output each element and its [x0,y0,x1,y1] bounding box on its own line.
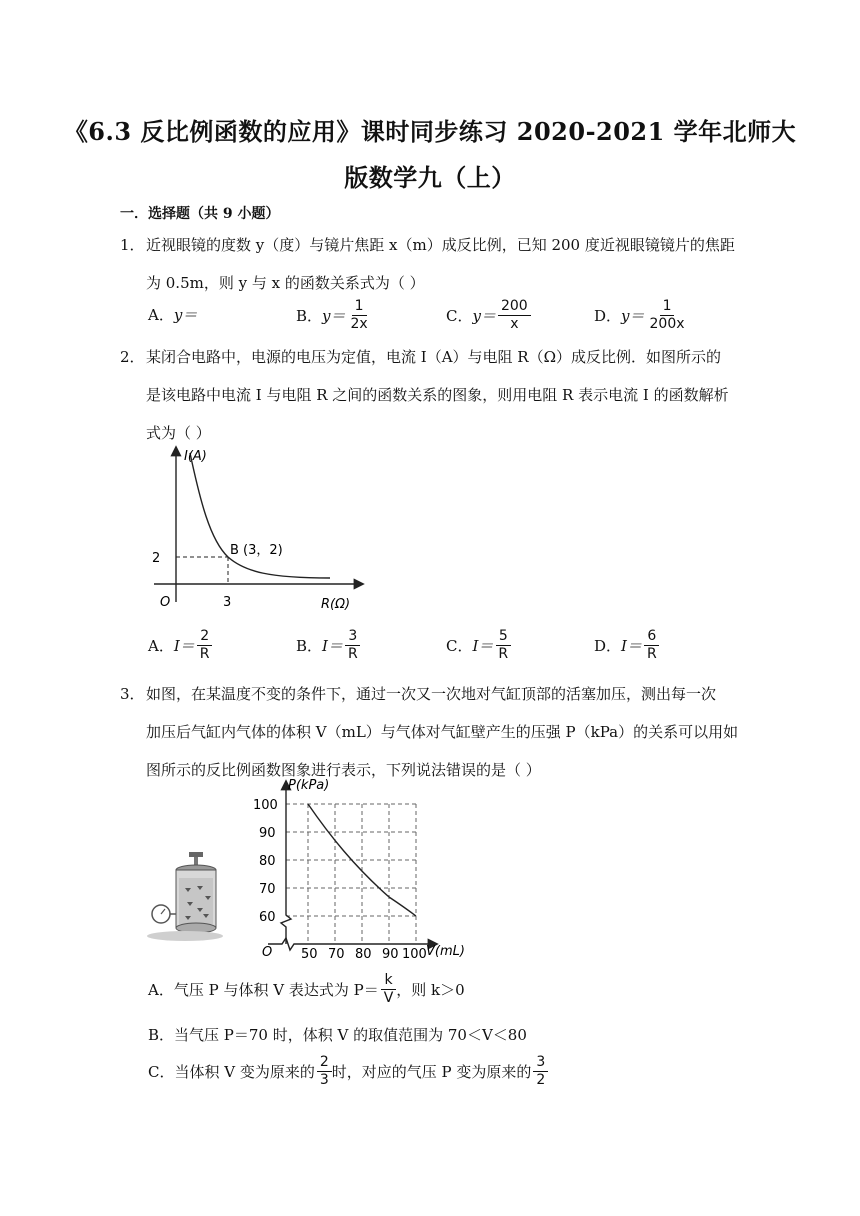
question-2-line3: 式为（ ） [146,424,211,442]
section-header: 一．选择题（共 9 小题） [120,206,280,222]
question-3-line3: 图所示的反比例函数图象进行表示，下列说法错误的是（ ） [146,761,541,779]
q3-origin-label: O [262,945,273,960]
q3-y-tick-100: 100 [253,798,278,813]
q2-y-tick: 2 [152,551,161,566]
q3-option-c-text2: 时，对应的气压 P 变为原来的 [331,1063,532,1081]
q3-y-tick-60: 60 [259,910,276,925]
q3-graph [250,772,490,962]
q3-option-c-fraction-1: $\frac{2}{3}$ [317,1054,332,1089]
q1-option-b[interactable] [296,298,371,333]
q2-option-a[interactable] [148,628,213,663]
q3-option-c-text1: C．当体积 V 变为原来的 [148,1063,315,1081]
q2-graph [140,440,370,620]
question-3-line2: 加压后气缸内气体的体积 V（mL）与气体对气缸壁产生的压强 P（kPa）的关系可以用如 [146,723,739,741]
q2-option-d-lhs: I＝ [621,637,642,655]
q3-y-tick-90: 90 [259,826,276,841]
q1-option-a-label: A． [148,306,174,324]
q3-x-tick-80: 80 [355,947,372,962]
question-3-line1: 如图，在某温度不变的条件下，通过一次又一次地对气缸顶部的活塞加压，测出每一次 [146,685,717,703]
q1-option-b-lhs: y＝ [322,307,346,325]
q2-origin-label: O [160,595,171,610]
q2-option-b-label: B． [296,637,323,655]
q2-option-d-label: D． [594,637,622,655]
q1-option-c-fraction: $\frac{200}{x}$ [498,298,531,333]
q1-option-c[interactable] [446,298,531,333]
q2-option-b-lhs: I＝ [322,637,343,655]
gas-cylinder-illustration [145,848,235,943]
q3-y-label: P(kPa) [288,778,330,793]
document-title-line2: 版数学九（上） [344,163,516,192]
q1-option-d-fraction: $\frac{1}{200x}$ [649,298,685,332]
question-2-line2: 是该电路中电流 I 与电阻 R 之间的函数关系的图象，则用电阻 R 表示电流 I 的函数解析 [146,386,729,404]
q2-option-a-fraction: $\frac{2}{R}$ [197,628,213,663]
q3-x-tick-50: 50 [301,947,318,962]
piston-handle-icon [189,852,203,857]
question-1-line1: 近视眼镜的度数 y（度）与镜片焦距 x（m）成反比例，已知 200 度近视眼镜镜片的焦距 [146,236,735,254]
q2-option-d[interactable] [594,628,660,663]
q1-option-d-lhs: y＝ [621,307,645,325]
q3-option-a-fraction: $\frac{k}{V}$ [381,972,397,1007]
q1-option-d-label: D． [594,307,622,325]
q3-x-tick-100: 100 [402,947,427,962]
q3-option-c[interactable] [148,1054,548,1089]
q1-option-a-expr: y＝ [173,306,198,324]
q2-option-c-lhs: I＝ [472,637,494,655]
q3-option-b[interactable] [148,1024,527,1045]
q1-option-b-label: B． [296,307,323,325]
q2-option-b-fraction: $\frac{3}{R}$ [345,628,361,663]
q3-option-a[interactable] [148,972,465,1007]
q2-x-tick: 3 [223,595,232,610]
q2-y-label: I(A) [184,449,207,464]
q3-y-axis [281,782,291,944]
q2-option-c[interactable] [446,628,511,663]
question-2-text [120,338,740,452]
q1-option-c-lhs: y＝ [472,307,496,325]
q2-option-c-fraction: $\frac{5}{R}$ [495,628,511,663]
q3-option-a-text1: A．气压 P 与体积 V 表达式为 P＝ [148,981,379,999]
q3-option-a-text2: ，则 k＞0 [396,981,465,999]
q2-option-a-lhs: I＝ [173,637,195,655]
question-2-number: 2． [120,348,145,366]
q2-option-d-fraction: $\frac{6}{R}$ [644,628,660,663]
q2-option-c-label: C． [446,637,473,655]
q2-option-a-label: A． [148,637,174,655]
q1-option-d[interactable] [594,298,688,333]
q1-option-c-label: C． [446,307,473,325]
question-1-line2: 为 0.5m，则 y 与 x 的函数关系式为（ ） [146,274,425,292]
q3-x-label: V(mL) [426,944,465,959]
q3-x-tick-70: 70 [328,947,345,962]
q2-curve [190,453,330,578]
q3-option-b-text: B．当气压 P＝70 时，体积 V 的取值范围为 70＜V＜80 [148,1026,527,1044]
q1-option-b-fraction: $\frac{1}{2x}$ [350,298,368,332]
q1-option-a[interactable] [148,304,197,325]
q3-y-tick-80: 80 [259,854,276,869]
document-title-line1: 《6.3 反比例函数的应用》课时同步练习 2020-2021 学年北师大 [63,117,797,146]
question-3-number: 3． [120,685,145,703]
question-1-number: 1． [120,236,145,254]
question-2-line1: 某闭合电路中，电源的电压为定值，电流 I（A）与电阻 R（Ω）成反比例．如图所示的 [146,348,722,366]
q2-point-label: B (3，2) [230,543,283,558]
q2-option-b[interactable] [296,628,361,663]
q2-x-label: R(Ω) [321,597,351,612]
q3-y-tick-70: 70 [259,882,276,897]
q3-grid [286,804,418,944]
q3-x-tick-90: 90 [382,947,399,962]
question-1-text [120,226,740,302]
q3-option-c-fraction-2: $\frac{3}{2}$ [533,1054,548,1089]
